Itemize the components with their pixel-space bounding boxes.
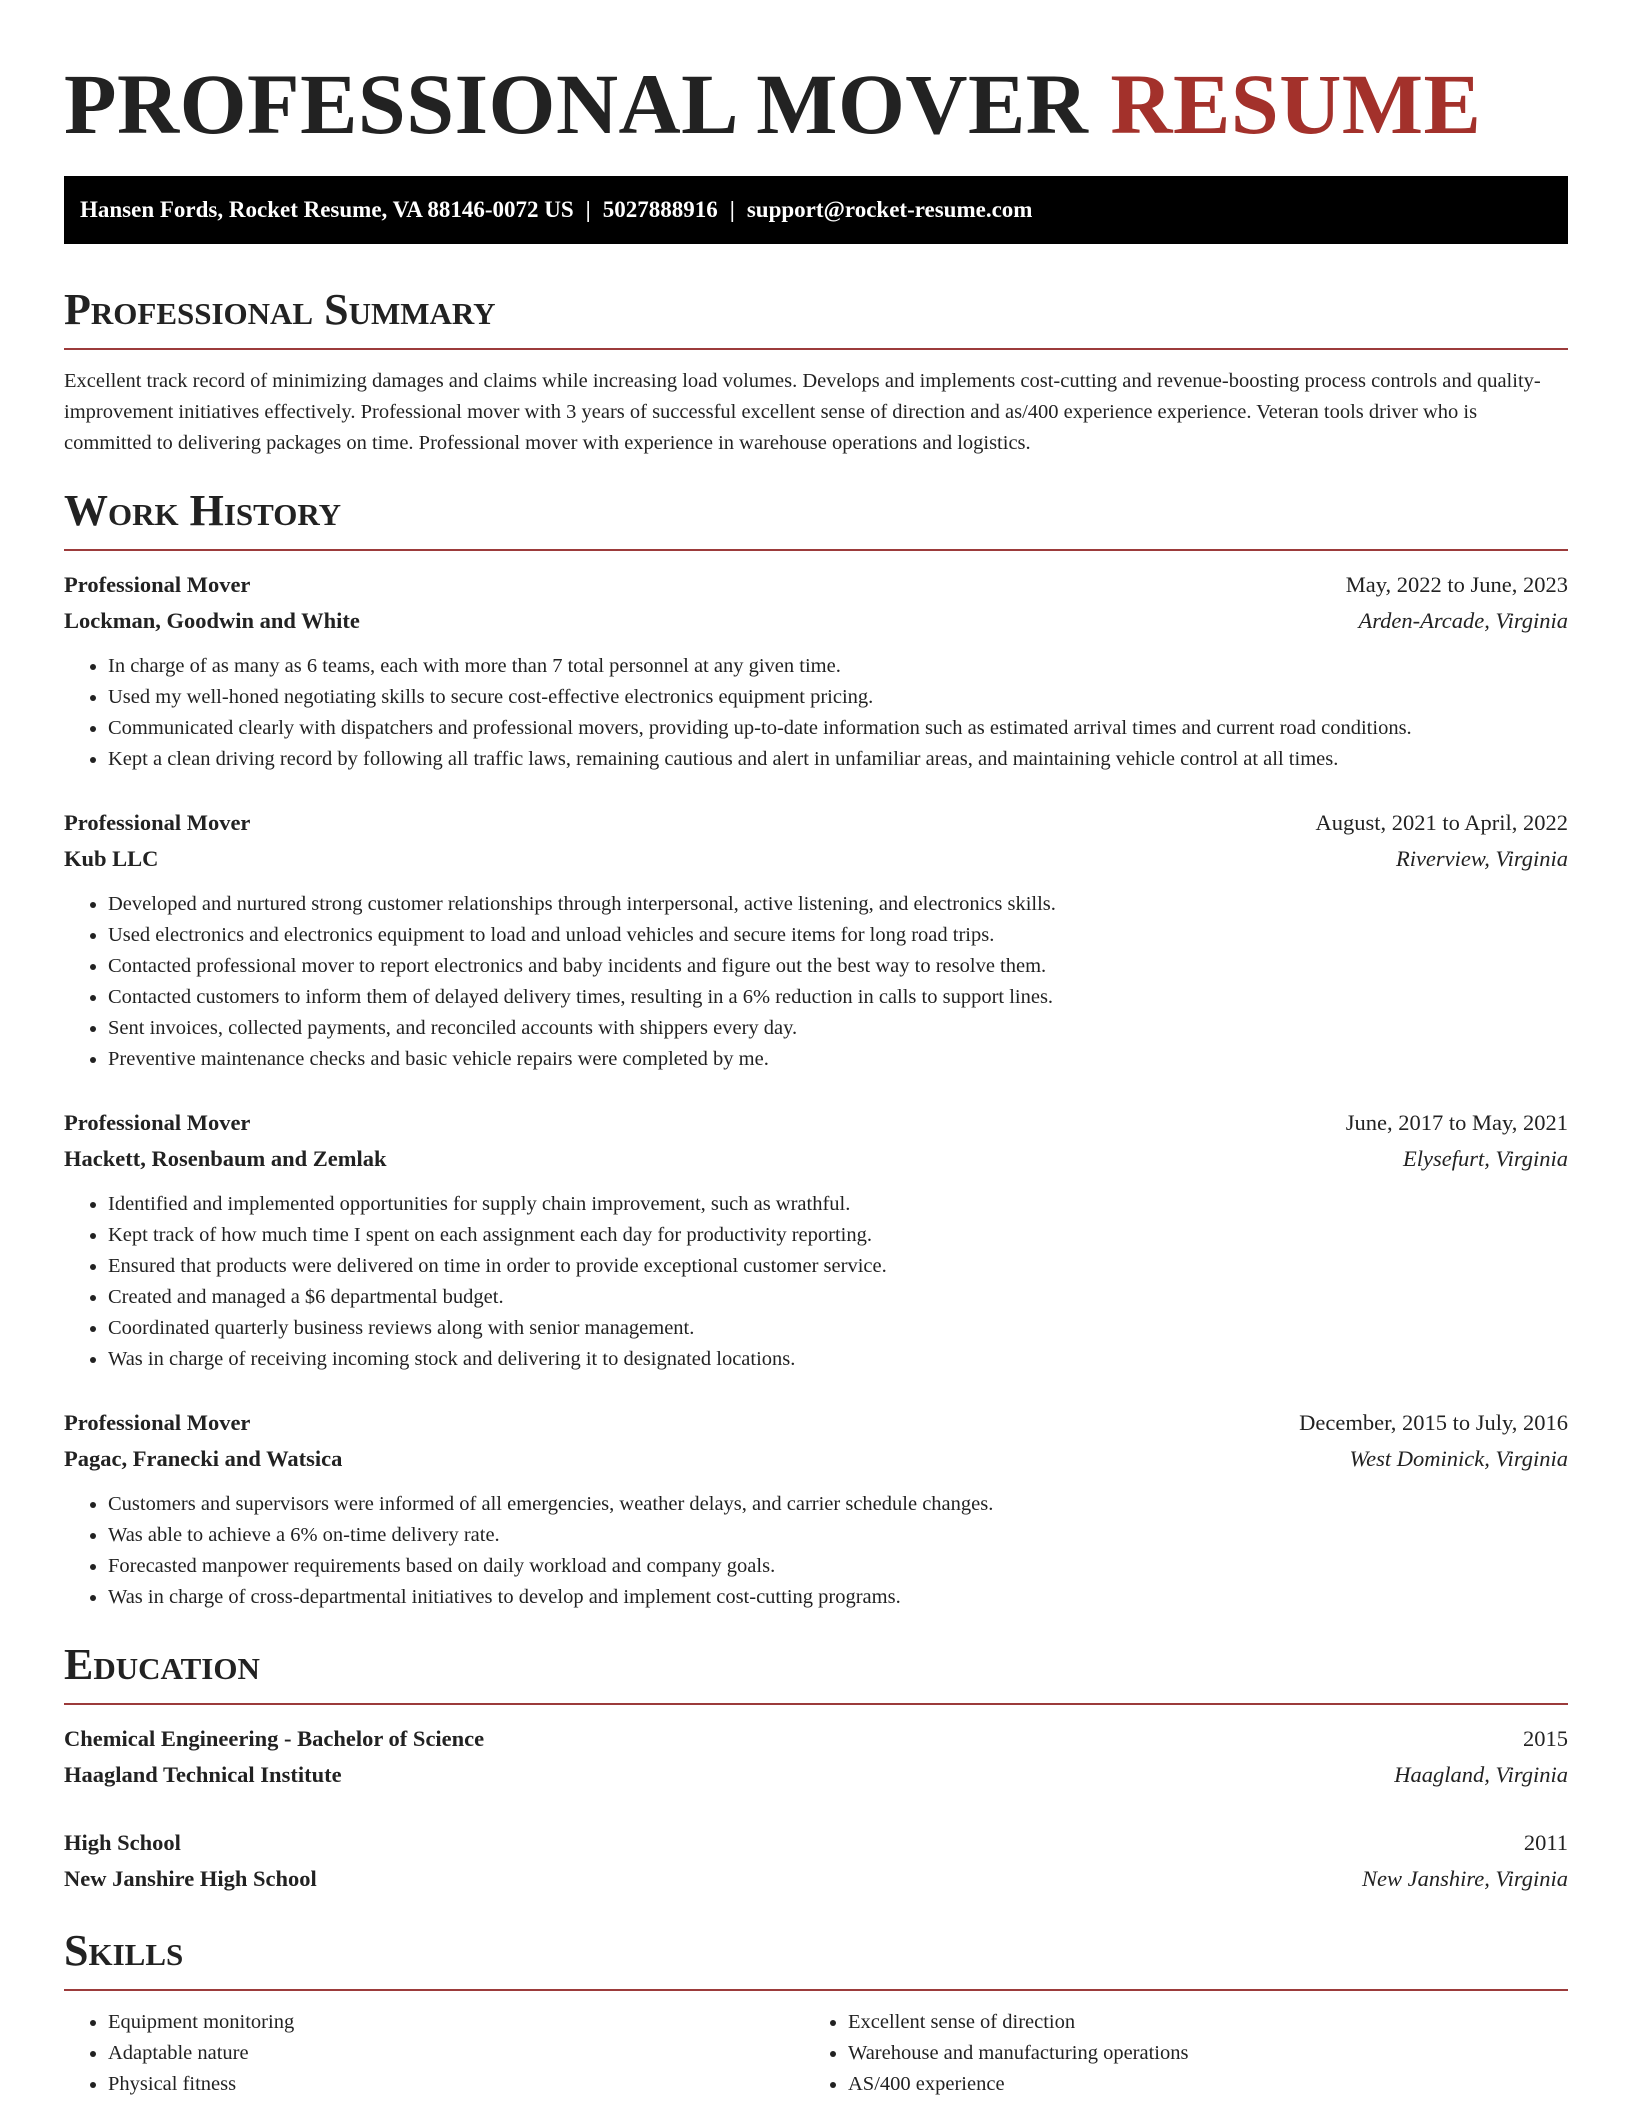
education-header	[64, 1721, 1568, 1757]
job-title: Professional Mover	[64, 572, 251, 597]
job-duty: • Sent invoices, collected payments, and reconciled accounts with shippers every day.	[108, 1013, 1568, 1044]
job-header	[64, 805, 1568, 841]
title-accent: RESUME	[1110, 56, 1482, 152]
job-entry	[64, 1405, 1568, 1613]
job-company: Kub LLC	[64, 846, 159, 871]
job-company: Hackett, Rosenbaum and Zemlak	[64, 1146, 387, 1171]
job-duty: • Forecasted manpower requirements based on daily workload and company goals.	[108, 1551, 1568, 1582]
education-degree: Chemical Engineering - Bachelor of Science	[64, 1726, 485, 1751]
skills-columns	[64, 2007, 1568, 2100]
job-title: Professional Mover	[64, 810, 251, 835]
job-dates: August, 2021 to April, 2022	[1315, 810, 1568, 835]
skill-item: • Physical fitness	[108, 2069, 804, 2100]
job-subheader	[64, 1141, 1568, 1177]
job-duty: • Developed and nurtured strong customer relationships through interpersonal, active listening, and electronics skills.	[108, 889, 1568, 920]
job-company: Pagac, Franecki and Watsica	[64, 1446, 343, 1471]
job-duty: • Was in charge of receiving incoming stock and delivering it to designated locations.	[108, 1344, 1568, 1375]
job-entry	[64, 1105, 1568, 1375]
job-duty: • Was in charge of cross-departmental initiatives to develop and implement cost-cutting programs.	[108, 1582, 1568, 1613]
education-entry	[64, 1825, 1568, 1897]
skills-list-left	[64, 2007, 804, 2100]
job-header	[64, 1405, 1568, 1441]
job-location: Arden-Arcade, Virginia	[1358, 608, 1568, 633]
skill-item: • Equipment monitoring	[108, 2007, 804, 2038]
job-company: Lockman, Goodwin and White	[64, 608, 360, 633]
job-duty: • Kept a clean driving record by following all traffic laws, remaining cautious and alert in unfamiliar areas, and maintaining vehicle control at all times.	[108, 744, 1568, 775]
skill-item: • Warehouse and manufacturing operations	[848, 2038, 1544, 2069]
education-year: 2011	[1523, 1830, 1568, 1855]
contact-bar	[64, 176, 1568, 244]
job-duties	[64, 889, 1568, 1075]
job-duty: • Ensured that products were delivered on time in order to provide exceptional customer service.	[108, 1251, 1568, 1282]
summary-text: Excellent track record of minimizing damages and claims while increasing load volumes. Develops and implements cost-cutting and revenue-boosting process controls and quality-improvement initiatives effectively. Professional mover with 3 years of successful excellent sense of direction and as/400 experience experience. Veteran tools driver who is committed to delivering packages on time. Professional mover with experience in warehouse operations and logistics.	[64, 370, 1541, 454]
contact-phone: 5027888916	[602, 197, 718, 222]
job-header	[64, 567, 1568, 603]
job-dates: June, 2017 to May, 2021	[1345, 1110, 1568, 1135]
skill-item: • Adaptable nature	[108, 2038, 804, 2069]
section-heading-skills: Skills	[64, 1926, 184, 1975]
section-divider	[64, 549, 1568, 551]
contact-address: Hansen Fords, Rocket Resume, VA 88146-0072 US	[80, 197, 574, 222]
education-entry	[64, 1721, 1568, 1793]
job-duty: • Coordinated quarterly business reviews along with senior management.	[108, 1313, 1568, 1344]
section-divider	[64, 1989, 1568, 1991]
job-duty: • In charge of as many as 6 teams, each with more than 7 total personnel at any given time.	[108, 651, 1568, 682]
job-entry	[64, 805, 1568, 1075]
education-school: Haagland Technical Institute	[64, 1762, 342, 1787]
education-section	[64, 1637, 1568, 1897]
skill-item: • Excellent sense of direction	[848, 2007, 1544, 2038]
section-heading-summary: Professional Summary	[64, 285, 496, 334]
contact-separator: |	[585, 197, 591, 222]
education-year: 2015	[1523, 1726, 1568, 1751]
job-duty: • Kept track of how much time I spent on each assignment each day for productivity reporting.	[108, 1220, 1568, 1251]
job-duties	[64, 651, 1568, 775]
job-title: Professional Mover	[64, 1110, 251, 1135]
job-duty: • Identified and implemented opportunities for supply chain improvement, such as wrathful.	[108, 1189, 1568, 1220]
job-title: Professional Mover	[64, 1410, 251, 1435]
job-location: Riverview, Virginia	[1395, 846, 1568, 871]
job-location: Elysefurt, Virginia	[1403, 1146, 1568, 1171]
job-location: West Dominick, Virginia	[1349, 1446, 1568, 1471]
job-duty: • Customers and supervisors were informed of all emergencies, weather delays, and carrier schedule changes.	[108, 1489, 1568, 1520]
education-degree: High School	[64, 1830, 181, 1855]
job-duty: • Communicated clearly with dispatchers and professional movers, providing up-to-date information such as estimated arrival times and current road conditions.	[108, 713, 1568, 744]
job-dates: May, 2022 to June, 2023	[1345, 572, 1568, 597]
section-heading-work-history: Work History	[64, 486, 342, 535]
job-duty: • Contacted professional mover to report electronics and baby incidents and figure out the best way to resolve them.	[108, 951, 1568, 982]
summary-section	[64, 282, 1568, 459]
job-duties	[64, 1489, 1568, 1613]
education-subheader	[64, 1861, 1568, 1897]
job-duty: • Used my well-honed negotiating skills to secure cost-effective electronics equipment pricing.	[108, 682, 1568, 713]
job-duty: • Preventive maintenance checks and basic vehicle repairs were completed by me.	[108, 1044, 1568, 1075]
job-entry	[64, 567, 1568, 775]
job-subheader	[64, 1441, 1568, 1477]
resume-page	[64, 0, 1568, 2100]
work-history-section	[64, 483, 1568, 1613]
job-dates: December, 2015 to July, 2016	[1299, 1410, 1568, 1435]
education-header	[64, 1825, 1568, 1861]
education-location: New Janshire, Virginia	[1361, 1866, 1568, 1891]
job-subheader	[64, 603, 1568, 639]
job-subheader	[64, 841, 1568, 877]
education-subheader	[64, 1757, 1568, 1793]
education-location: Haagland, Virginia	[1394, 1762, 1568, 1787]
education-school: New Janshire High School	[64, 1866, 317, 1891]
resume-title	[64, 0, 1568, 154]
job-duty: • Created and managed a $6 departmental budget.	[108, 1282, 1568, 1313]
skills-list-right	[804, 2007, 1544, 2100]
skill-item: • AS/400 experience	[848, 2069, 1544, 2100]
section-divider	[64, 1703, 1568, 1705]
contact-separator: |	[729, 197, 735, 222]
section-heading-education: Education	[64, 1640, 260, 1689]
skills-section	[64, 1923, 1568, 2100]
section-divider	[64, 348, 1568, 350]
title-main: PROFESSIONAL MOVER	[64, 56, 1089, 152]
job-duty: • Used electronics and electronics equipment to load and unload vehicles and secure items for long road trips.	[108, 920, 1568, 951]
contact-email[interactable]: support@rocket-resume.com	[746, 197, 1033, 222]
job-duty: • Was able to achieve a 6% on-time delivery rate.	[108, 1520, 1568, 1551]
job-duty: • Contacted customers to inform them of delayed delivery times, resulting in a 6% reduction in calls to support lines.	[108, 982, 1568, 1013]
job-duties	[64, 1189, 1568, 1375]
job-header	[64, 1105, 1568, 1141]
